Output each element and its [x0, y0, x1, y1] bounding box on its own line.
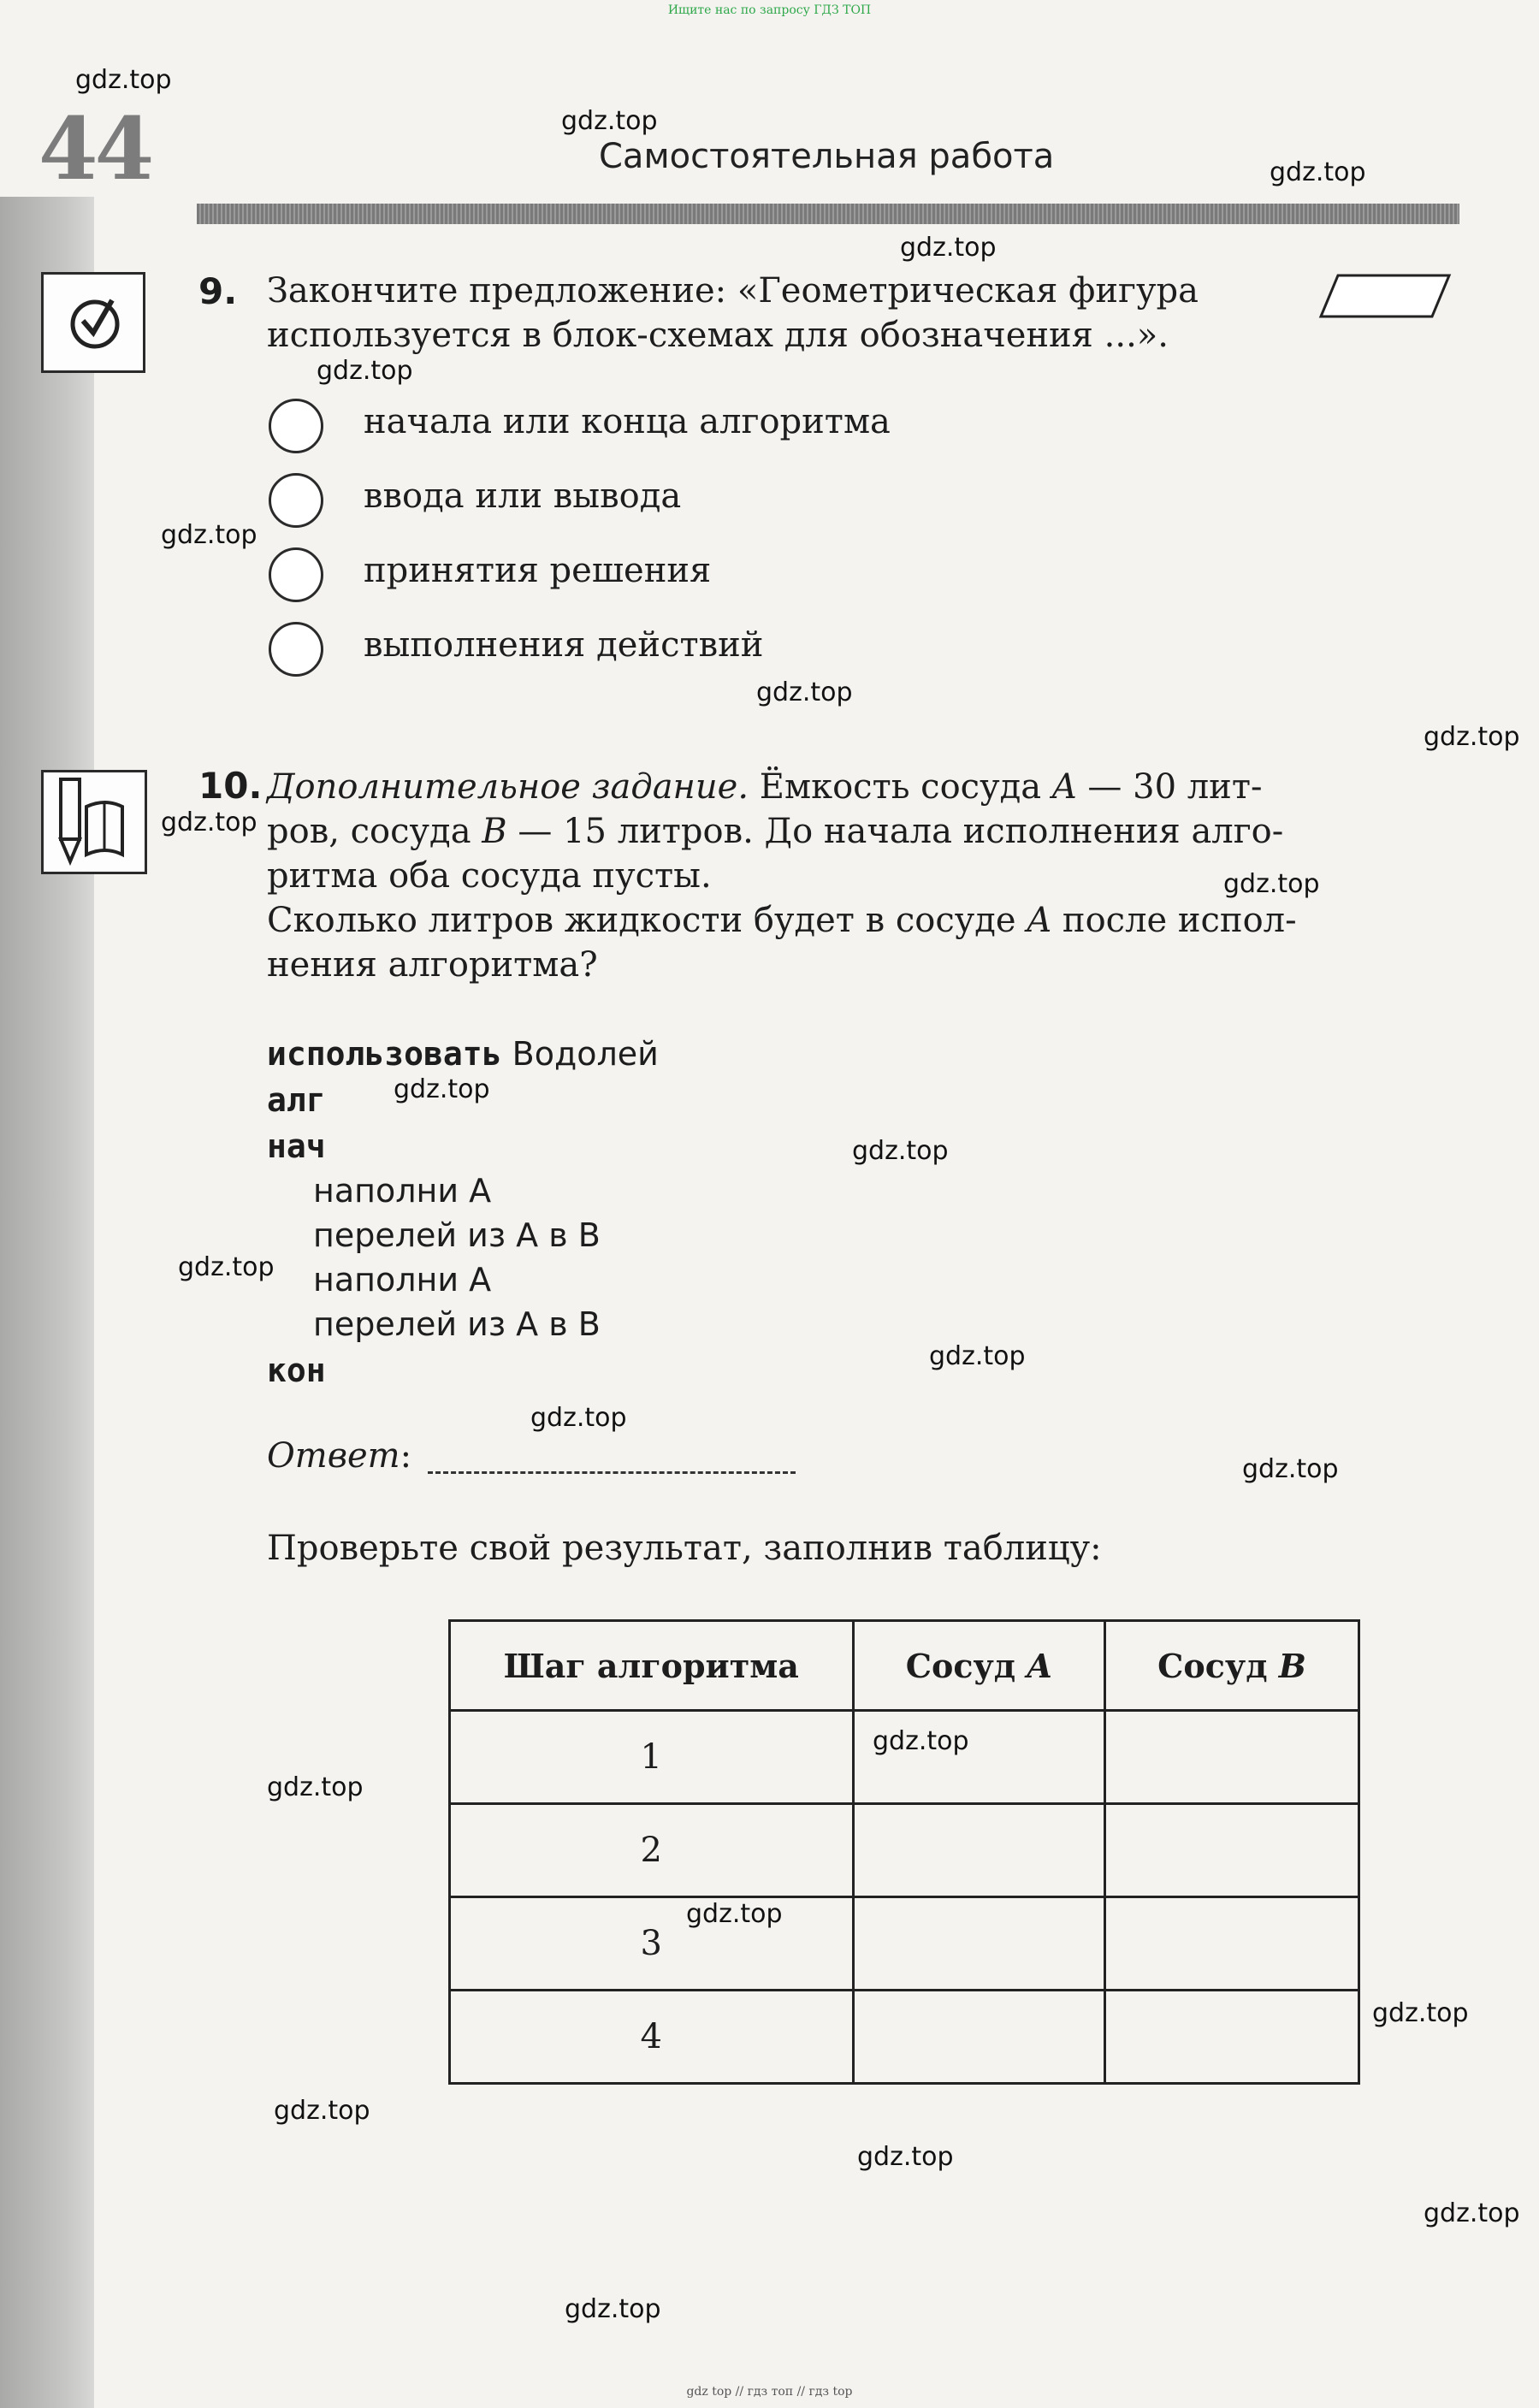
page-number: 44	[38, 98, 151, 199]
var-a-2: A	[1027, 901, 1052, 940]
keyword-end: кон	[267, 1352, 326, 1389]
keyword-begin: нач	[267, 1127, 326, 1165]
question-10-line5: нения алгоритма?	[267, 945, 598, 985]
table-intro: Проверьте свой результат, заполнив таблицу:	[267, 1529, 1102, 1568]
capacity-text: Ёмкость сосуда	[759, 767, 1042, 807]
answer-field[interactable]	[428, 1471, 796, 1474]
watermark: gdz.top	[756, 677, 853, 707]
step-cell-4: 4	[450, 1991, 854, 2084]
watermark: gdz.top	[1424, 2198, 1520, 2228]
watermark: gdz.top	[561, 106, 658, 136]
table-header-row	[450, 1621, 1359, 1711]
watermark: gdz.top	[1242, 1454, 1339, 1484]
test-check-icon	[41, 272, 145, 373]
vessel-a-cell-1[interactable]	[853, 1711, 1105, 1804]
question-9-line1: Закончите предложение: «Геометрическая фигура	[267, 271, 1199, 311]
option-radio-3[interactable]	[269, 547, 323, 602]
watermark: gdz.top	[1223, 869, 1320, 899]
watermark: gdz.top	[75, 65, 172, 95]
algorithm-step-1: наполни A	[313, 1172, 492, 1210]
parallelogram-shape-icon	[1317, 272, 1454, 320]
algorithm-step-2: перелей из A в B	[313, 1216, 601, 1254]
watermark: gdz.top	[686, 1899, 783, 1929]
watermark: gdz.top	[317, 356, 413, 386]
watermark: gdz.top	[1424, 722, 1520, 752]
vessel-a-cell-2[interactable]	[853, 1804, 1105, 1897]
table-row	[450, 1991, 1359, 2084]
watermark: gdz.top	[530, 1403, 627, 1433]
watermark: gdz.top	[873, 1726, 969, 1756]
question-10-line1	[267, 765, 1262, 809]
option-radio-4[interactable]	[269, 622, 323, 677]
checkmark-circle-icon	[44, 275, 143, 370]
line2-tail: — 15 литров. До начала исполнения алго-	[518, 812, 1284, 851]
step-cell-2: 2	[450, 1804, 854, 1897]
line2-head: ров, сосуда	[267, 812, 471, 851]
watermark: gdz.top	[852, 1136, 949, 1166]
book-pencil-icon-box	[41, 770, 147, 874]
watermark: gdz.top	[394, 1074, 490, 1104]
line4-head: Сколько литров жидкости будет в сосуде	[267, 901, 1016, 940]
question-9-line2: используется в блок-схемах для обозначения ...».	[267, 316, 1169, 355]
watermark: gdz.top	[929, 1341, 1026, 1371]
table-row	[450, 1711, 1359, 1804]
keyword-use: использовать	[267, 1035, 502, 1073]
capacity-a-text: — 30 лит-	[1087, 767, 1263, 807]
question-9-number: 9.	[198, 270, 238, 312]
option-label-2: ввода или вывода	[364, 476, 682, 516]
table-row	[450, 1897, 1359, 1991]
watermark: gdz.top	[161, 808, 257, 837]
watermark: gdz.top	[857, 2142, 954, 2172]
additional-task-label: Дополнительное задание.	[267, 767, 749, 807]
executor-name: Водолей	[512, 1035, 659, 1073]
keyword-alg: алг	[267, 1081, 326, 1119]
algorithm-use-line	[267, 1035, 659, 1073]
vessel-b-cell-4[interactable]	[1105, 1991, 1359, 2084]
step-cell-1: 1	[450, 1711, 854, 1804]
answer-colon: :	[400, 1436, 412, 1476]
step-cell-3: 3	[450, 1897, 854, 1991]
vessel-b-cell-3[interactable]	[1105, 1897, 1359, 1991]
option-label-1: начала или конца алгоритма	[364, 402, 891, 441]
option-radio-1[interactable]	[269, 399, 323, 453]
header-vessel-a	[853, 1621, 1105, 1711]
watermark: gdz.top	[274, 2096, 370, 2126]
header-vessel-b-text: Сосуд	[1157, 1646, 1268, 1685]
watermark: gdz.top	[900, 233, 997, 263]
vessel-b-cell-2[interactable]	[1105, 1804, 1359, 1897]
bottom-footer-link[interactable]: gdz top // гдз топ // гдз top	[686, 2385, 853, 2399]
question-10-line3: ритма оба сосуда пусты.	[267, 856, 712, 896]
question-10-number: 10.	[198, 765, 263, 807]
header-divider	[197, 204, 1459, 224]
header-var-b: B	[1278, 1646, 1306, 1685]
option-radio-2[interactable]	[269, 473, 323, 528]
answer-label: Ответ	[267, 1436, 400, 1476]
algorithm-step-4: перелей из A в B	[313, 1305, 601, 1343]
watermark: gdz.top	[1270, 157, 1366, 187]
header-step: Шаг алгоритма	[450, 1621, 854, 1711]
option-label-3: принятия решения	[364, 551, 712, 590]
vessel-b-cell-1[interactable]	[1105, 1711, 1359, 1804]
left-margin-shade	[0, 197, 94, 2408]
vessel-a-cell-4[interactable]	[853, 1991, 1105, 2084]
header-vessel-b	[1105, 1621, 1359, 1711]
var-b: B	[482, 812, 507, 851]
algorithm-step-3: наполни A	[313, 1261, 492, 1299]
var-a: A	[1051, 767, 1077, 807]
vessel-a-cell-3[interactable]	[853, 1897, 1105, 1991]
watermark: gdz.top	[178, 1252, 275, 1282]
top-search-link[interactable]: Ищите нас по запросу ГДЗ ТОП	[667, 3, 872, 17]
watermark: gdz.top	[267, 1772, 364, 1802]
table-row	[450, 1804, 1359, 1897]
watermark: gdz.top	[1372, 1998, 1469, 2028]
option-label-4: выполнения действий	[364, 625, 764, 665]
watermark: gdz.top	[565, 2294, 661, 2324]
line4-tail: после испол-	[1062, 901, 1297, 940]
page-title: Самостоятельная работа	[599, 137, 1055, 176]
answer-row	[267, 1434, 411, 1478]
header-vessel-a-text: Сосуд	[905, 1646, 1016, 1685]
question-10-line4	[267, 898, 1297, 943]
book-pencil-icon	[44, 772, 145, 872]
watermark: gdz.top	[161, 520, 257, 550]
question-10-line2	[267, 809, 1283, 854]
check-table	[448, 1619, 1360, 2085]
header-var-a: A	[1027, 1646, 1052, 1685]
